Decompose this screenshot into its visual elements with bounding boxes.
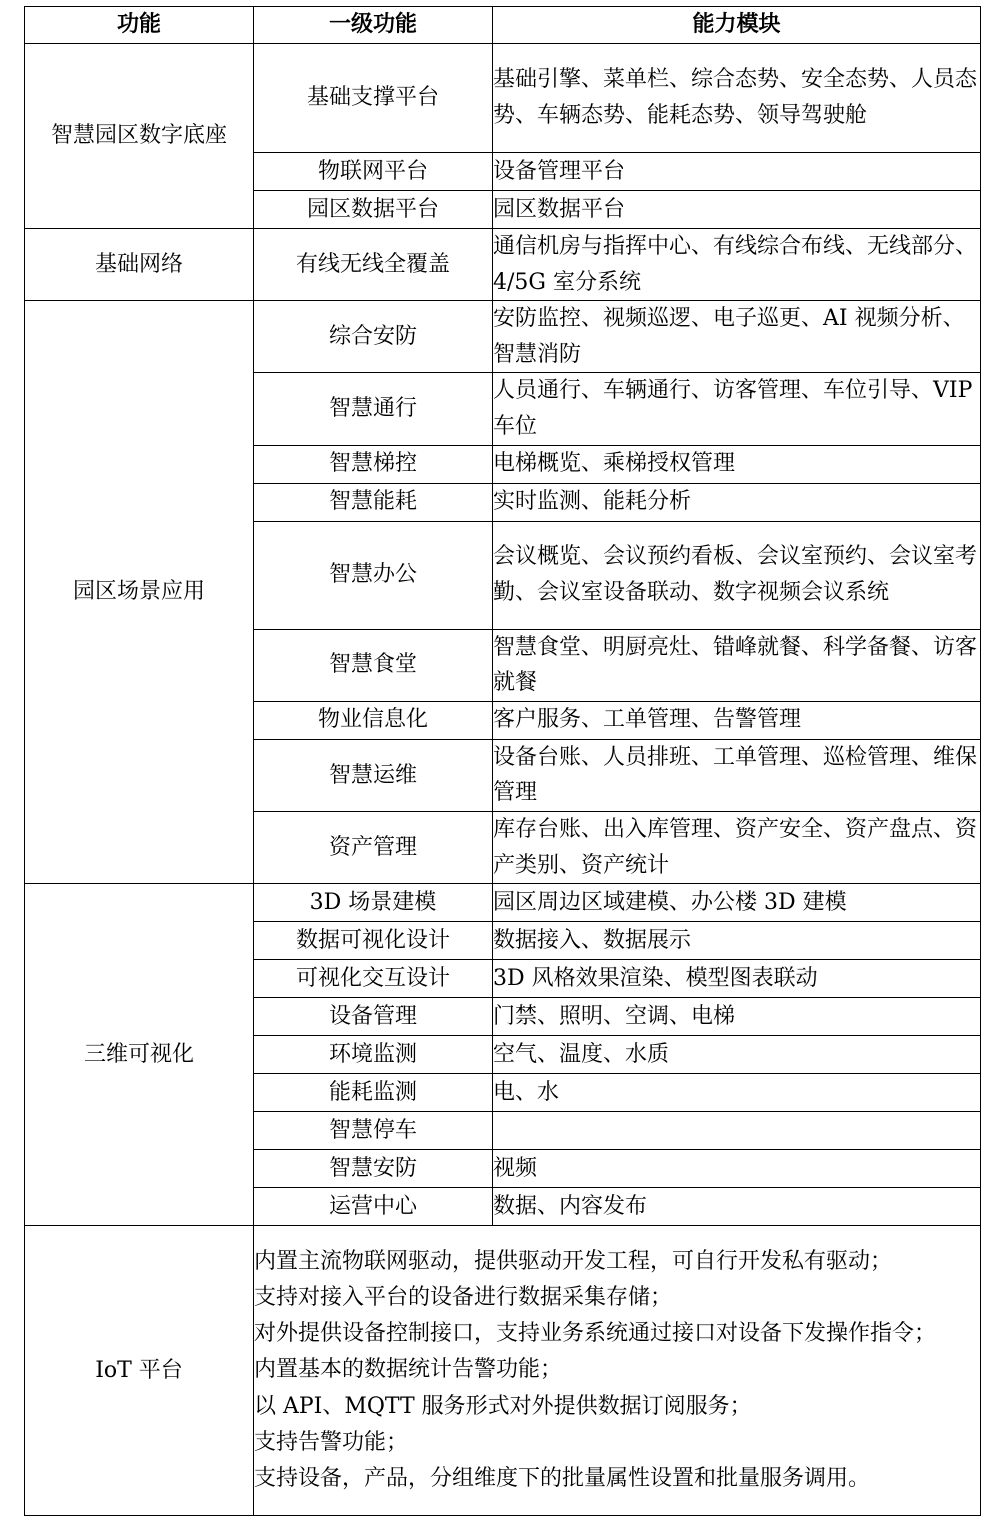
iot-feature-line: 内置基本的数据统计告警功能；	[254, 1357, 563, 1383]
iot-feature-line: 对外提供设备控制接口，支持业务系统通过接口对设备下发操作指令；	[254, 1321, 937, 1347]
iot-feature-line: 支持设备，产品，分组维度下的批量属性设置和批量服务调用。	[254, 1466, 871, 1492]
table-row	[25, 301, 981, 373]
iot-feature-line: 支持告警功能；	[254, 1430, 409, 1456]
level1-function-cell: 智慧食堂	[254, 629, 493, 701]
level1-function-cell: 物联网平台	[254, 153, 493, 191]
capability-module-cell: 园区数据平台	[493, 191, 981, 229]
capability-module-cell	[493, 1112, 981, 1150]
level1-function-cell: 智慧停车	[254, 1112, 493, 1150]
level1-function-cell: 3D 场景建模	[254, 884, 493, 922]
header-level1-function: 一级功能	[254, 7, 493, 44]
level1-function-cell: 智慧通行	[254, 373, 493, 445]
level1-function-cell: 资产管理	[254, 811, 493, 883]
capability-module-cell: 通信机房与指挥中心、有线综合布线、无线部分、4/5G 室分系统	[493, 229, 981, 301]
level1-function-cell: 智慧办公	[254, 521, 493, 629]
level1-function-cell: 有线无线全覆盖	[254, 229, 493, 301]
level1-function-cell: 智慧运维	[254, 739, 493, 811]
capability-module-cell: 视频	[493, 1150, 981, 1188]
capability-module-cell: 数据、内容发布	[493, 1188, 981, 1226]
capability-module-cell: 安防监控、视频巡逻、电子巡更、AI 视频分析、智慧消防	[493, 301, 981, 373]
header-capability-module: 能力模块	[493, 7, 981, 44]
function-cell: 基础网络	[25, 229, 254, 301]
header-row	[25, 7, 981, 44]
level1-function-cell: 物业信息化	[254, 701, 493, 739]
capability-module-cell: 实时监测、能耗分析	[493, 483, 981, 521]
level1-function-cell: 智慧安防	[254, 1150, 493, 1188]
capability-module-cell: 空气、温度、水质	[493, 1036, 981, 1074]
capability-module-cell: 设备台账、人员排班、工单管理、巡检管理、维保管理	[493, 739, 981, 811]
capability-module-cell: 门禁、照明、空调、电梯	[493, 998, 981, 1036]
level1-function-cell: 能耗监测	[254, 1074, 493, 1112]
function-cell-iot: IoT 平台	[25, 1226, 254, 1516]
function-cell: 三维可视化	[25, 884, 254, 1226]
level1-function-cell: 智慧梯控	[254, 445, 493, 483]
capability-module-cell: 数据接入、数据展示	[493, 922, 981, 960]
level1-function-cell: 基础支撑平台	[254, 44, 493, 153]
header-function: 功能	[25, 7, 254, 44]
capability-module-cell: 人员通行、车辆通行、访客管理、车位引导、VIP 车位	[493, 373, 981, 445]
level1-function-cell: 可视化交互设计	[254, 960, 493, 998]
table-row	[25, 884, 981, 922]
capability-module-cell: 设备管理平台	[493, 153, 981, 191]
capability-module-cell: 库存台账、出入库管理、资产安全、资产盘点、资产类别、资产统计	[493, 811, 981, 883]
level1-function-cell: 综合安防	[254, 301, 493, 373]
capability-module-cell: 电梯概览、乘梯授权管理	[493, 445, 981, 483]
level1-function-cell: 数据可视化设计	[254, 922, 493, 960]
iot-feature-line: 以 API、MQTT 服务形式对外提供数据订阅服务；	[254, 1393, 752, 1419]
function-cell: 园区场景应用	[25, 301, 254, 884]
level1-function-cell: 设备管理	[254, 998, 493, 1036]
level1-function-cell: 运营中心	[254, 1188, 493, 1226]
table-body	[25, 44, 981, 1516]
level1-function-cell: 环境监测	[254, 1036, 493, 1074]
capability-module-cell: 会议概览、会议预约看板、会议室预约、会议室考勤、会议室设备联动、数字视频会议系统	[493, 521, 981, 629]
capability-module-cell: 基础引擎、菜单栏、综合态势、安全态势、人员态势、车辆态势、能耗态势、领导驾驶舱	[493, 44, 981, 153]
capability-module-cell: 智慧食堂、明厨亮灶、错峰就餐、科学备餐、访客就餐	[493, 629, 981, 701]
table-row	[25, 1226, 981, 1516]
iot-description-cell	[254, 1226, 981, 1516]
table-row	[25, 44, 981, 153]
level1-function-cell: 园区数据平台	[254, 191, 493, 229]
capability-module-cell: 电、水	[493, 1074, 981, 1112]
iot-feature-line: 内置主流物联网驱动，提供驱动开发工程，可自行开发私有驱动；	[254, 1248, 893, 1274]
capability-module-cell: 3D 风格效果渲染、模型图表联动	[493, 960, 981, 998]
table-row	[25, 229, 981, 301]
capability-module-cell: 客户服务、工单管理、告警管理	[493, 701, 981, 739]
function-cell: 智慧园区数字底座	[25, 44, 254, 229]
level1-function-cell: 智慧能耗	[254, 483, 493, 521]
capability-table	[24, 6, 981, 1516]
iot-feature-line: 支持对接入平台的设备进行数据采集存储；	[254, 1284, 673, 1310]
capability-module-cell: 园区周边区域建模、办公楼 3D 建模	[493, 884, 981, 922]
